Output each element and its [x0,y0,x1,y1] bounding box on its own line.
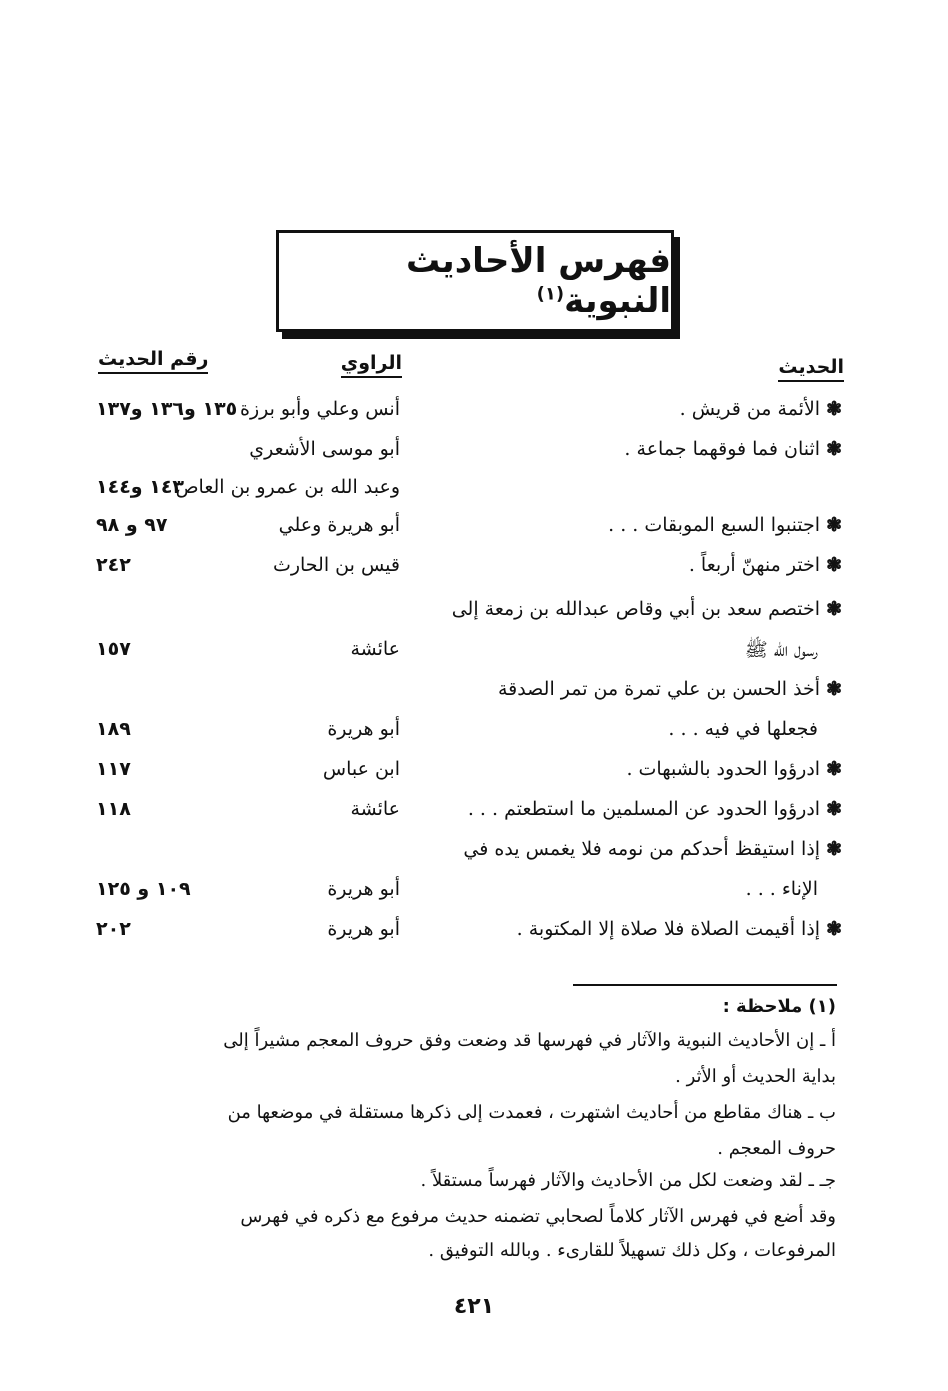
hadith-text [745,638,818,666]
footnote-line: ب ـ هناك مقاطع من أحاديث اشتهرت ، فعمدت إلى ذكرها مستقلة في موضعها من [227,1102,836,1123]
bullet-star-icon: ❃ [826,554,842,576]
table-row [0,554,948,592]
table-row [0,476,948,514]
title-box [276,230,674,332]
hadith-label: ادرؤوا الحدود عن المسلمين ما استطعتم . . . [467,798,821,820]
footnote-line: وقد أضع في فهرس الآثار كلاماً لصحابي تضمنه حديث مرفوع مع ذكره في فهرس [240,1206,836,1227]
footnote-line: أ ـ إن الأحاديث النبوية والآثار في فهرسها قد وضعت وفق حروف المعجم مشيراً إلى [223,1030,836,1051]
rawi-text: عائشة [350,798,400,820]
hadith-number: ١٥٧ [96,638,131,660]
hadith-label: اختصم سعد بن أبي وقاص عبدالله بن زمعة إلى [451,598,821,620]
bullet-star-icon: ❃ [826,918,842,940]
title-text: فهرس الأحاديث النبوية [405,241,671,321]
footnote-divider [573,984,837,986]
hadith-number: ١٤٣ و١٤٤ [96,476,185,498]
rawi-text: قيس بن الحارث [272,554,400,576]
footnote-line: المرفوعات ، وكل ذلك تسهيلاً للقارىء . وبالله التوفيق . [428,1240,836,1261]
table-row [0,638,948,676]
table-row [0,514,948,552]
hadith-label: ادرؤوا الحدود بالشبهات . [626,758,821,780]
hadith-label: الإناء . . . [745,878,818,900]
hadith-text [689,554,842,576]
hadith-label: اجتنبوا السبع الموبقات . . . [608,514,821,536]
page-number: ٤٢١ [453,1294,495,1319]
page-title [279,241,671,321]
rawi-text: أبو هريرة [327,878,400,900]
hadith-text [680,398,842,420]
title-footnote-mark: (١) [536,283,565,305]
header-hadith: الحديث [778,356,844,382]
table-row [0,838,948,876]
hadith-number: ١٨٩ [96,718,131,740]
hadith-text [463,838,842,860]
table-row [0,918,948,956]
hadith-label: فجعلها في فيه . . . [668,718,818,740]
hadith-text [746,878,818,900]
hadith-number: ١٣٥ و١٣٦ و١٣٧ [96,398,238,420]
hadith-label: أخذ الحسن بن علي تمرة من تمر الصدقة [497,678,821,700]
hadith-number: ٩٧ و ٩٨ [96,514,168,536]
bullet-star-icon: ❃ [826,514,842,536]
rawi-text: أبو هريرة وعلي [278,514,400,536]
hadith-text [624,438,842,460]
hadith-number: ٢٠٢ [96,918,131,940]
hadith-label: اختر منهنّ أربعاً . [688,554,821,576]
bullet-star-icon: ❃ [826,758,842,780]
hadith-text [626,758,842,780]
table-row [0,398,948,436]
bullet-star-icon: ❃ [826,838,842,860]
rawi-text: عائشة [350,638,400,660]
table-row [0,598,948,636]
bullet-star-icon: ❃ [826,678,842,700]
footnote-heading: (١) ملاحظة : [722,996,836,1017]
hadith-text [517,918,842,940]
rawi-text: أبو هريرة [327,718,400,740]
hadith-label: إذا أقيمت الصلاة فلا صلاة إلا المكتوبة . [516,918,821,940]
rawi-text: أبو موسى الأشعري [249,438,400,460]
table-row [0,438,948,476]
header-number: رقم الحديث [98,348,208,374]
bullet-star-icon: ❃ [826,798,842,820]
bullet-star-icon: ❃ [826,598,842,620]
table-row [0,718,948,756]
hadith-text [452,598,842,620]
hadith-number: ١١٧ [96,758,131,780]
table-row [0,758,948,796]
hadith-number: ١١٨ [96,798,131,820]
hadith-text [608,514,842,536]
hadith-number: ١٠٩ و ١٢٥ [96,878,191,900]
header-rawi: الراوي [341,352,402,378]
table-row [0,798,948,836]
hadith-label: رسول الله ﷺ [744,639,818,661]
hadith-text [668,718,818,740]
bullet-star-icon: ❃ [826,438,842,460]
rawi-text: أنس وعلي وأبو برزة [239,398,400,420]
table-row [0,878,948,916]
hadith-text [498,678,842,700]
rawi-text: ابن عباس [322,758,400,780]
footnote-line: جـ ـ لقد وضعت لكل من الأحاديث والآثار فهرساً مستقلاً . [420,1170,836,1191]
bullet-star-icon: ❃ [826,398,842,420]
hadith-label: إذا استيقظ أحدكم من نومه فلا يغمس يده في [463,838,821,860]
footnote-line: بداية الحديث أو الأثر . [675,1066,836,1087]
hadith-number: ٢٤٢ [96,554,131,576]
hadith-text [468,798,842,820]
footnote-line: حروف المعجم . [717,1138,836,1159]
table-row [0,678,948,716]
rawi-text: أبو هريرة [327,918,400,940]
rawi-text: وعبد الله بن عمرو بن العاص [175,476,400,498]
hadith-label: الأئمة من قريش . [679,398,821,420]
hadith-label: اثنان فما فوقهما جماعة . [624,438,821,460]
